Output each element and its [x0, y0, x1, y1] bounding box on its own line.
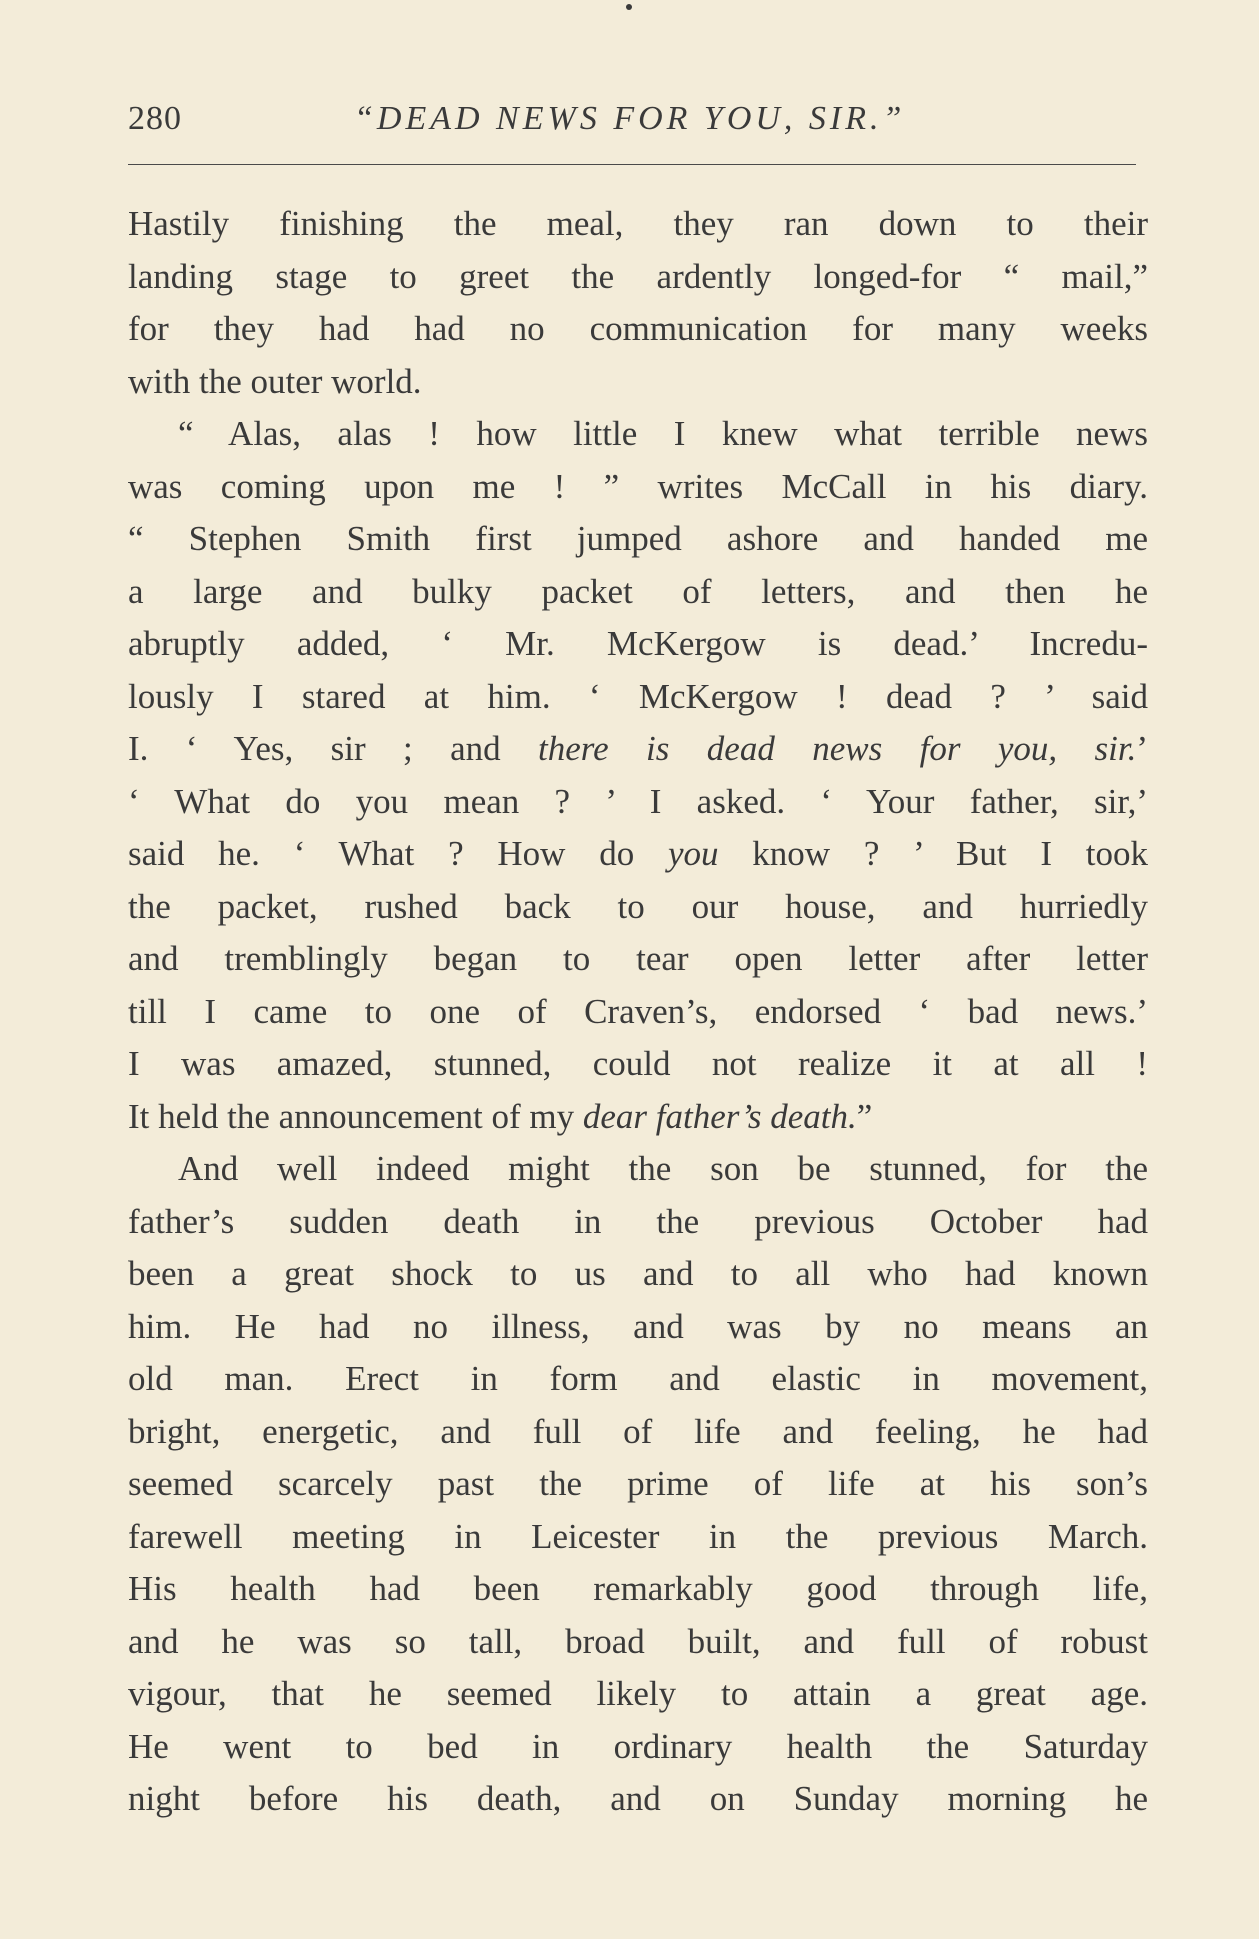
- text-line: and tremblingly began to tear open letter after letter: [128, 939, 1148, 978]
- text-line: It held the announcement of my dear father’s death.”: [128, 1096, 873, 1136]
- text-line: him. He had no illness, and was by no means an: [128, 1306, 1148, 1346]
- text-line: night before his death, and on Sunday morning he: [128, 1779, 1148, 1818]
- text-line: vigour, that he seemed likely to attain a great age.: [128, 1674, 1148, 1713]
- text-line: till I came to one of Craven’s, endorsed ‘ bad news.’: [128, 991, 1148, 1031]
- text-line: His health had been remarkably good through life,: [128, 1569, 1148, 1608]
- text-line: father’s sudden death in the previous October had: [128, 1201, 1148, 1241]
- text-line: abruptly added, ‘ Mr. McKergow is dead.’ Incredu-: [128, 624, 1148, 663]
- text-line: for they had had no communication for many weeks: [128, 309, 1148, 348]
- text-line: a large and bulky packet of letters, and then he: [128, 571, 1148, 611]
- text-line: lously I stared at him. ‘ McKergow ! dead ? ’ said: [128, 676, 1148, 716]
- running-title: “DEAD NEWS FOR YOU, SIR.”: [354, 100, 906, 137]
- text-line: old man. Erect in form and elastic in movement,: [128, 1359, 1148, 1398]
- text-line: I was amazed, stunned, could not realize it at all !: [128, 1044, 1148, 1083]
- text-line: “ Alas, alas ! how little I knew what terrible news: [178, 414, 1148, 453]
- body-text: [128, 198, 1148, 1826]
- header-rule: [128, 164, 1136, 165]
- text-line: He went to bed in ordinary health the Saturday: [128, 1726, 1148, 1766]
- text-line: “ Stephen Smith first jumped ashore and handed me: [128, 519, 1148, 558]
- ink-speck: [626, 4, 632, 10]
- text-line: said he. ‘ What ? How do you know ? ’ But I took: [128, 834, 1148, 873]
- page-number: 280: [128, 100, 182, 137]
- italic-phrase: dear father’s death.: [582, 1096, 857, 1136]
- text-line: ‘ What do you mean ? ’ I asked. ‘ Your father, sir,’: [128, 781, 1148, 821]
- text-line: farewell meeting in Leicester in the previous March.: [128, 1516, 1148, 1556]
- text-line: was coming upon me ! ” writes McCall in his diary.: [128, 466, 1148, 506]
- text-line: I. ‘ Yes, sir ; and there is dead news for you, sir.’: [128, 729, 1148, 768]
- text-line: seemed scarcely past the prime of life at his son’s: [128, 1464, 1148, 1503]
- running-head: [128, 100, 1148, 150]
- text-line: And well indeed might the son be stunned, for the: [178, 1149, 1148, 1188]
- text-line: bright, energetic, and full of life and feeling, he had: [128, 1411, 1148, 1451]
- text-line: with the outer world.: [128, 361, 422, 401]
- italic-phrase: you: [667, 834, 719, 873]
- text-line: been a great shock to us and to all who had known: [128, 1254, 1148, 1293]
- text-line: landing stage to greet the ardently longed-for “ mail,”: [128, 256, 1148, 296]
- text-line: and he was so tall, broad built, and full of robust: [128, 1621, 1148, 1661]
- italic-phrase: there is dead news for you, sir.: [538, 729, 1137, 768]
- text-line: Hastily finishing the meal, they ran down to their: [128, 204, 1148, 243]
- text-line: the packet, rushed back to our house, and hurriedly: [128, 886, 1148, 926]
